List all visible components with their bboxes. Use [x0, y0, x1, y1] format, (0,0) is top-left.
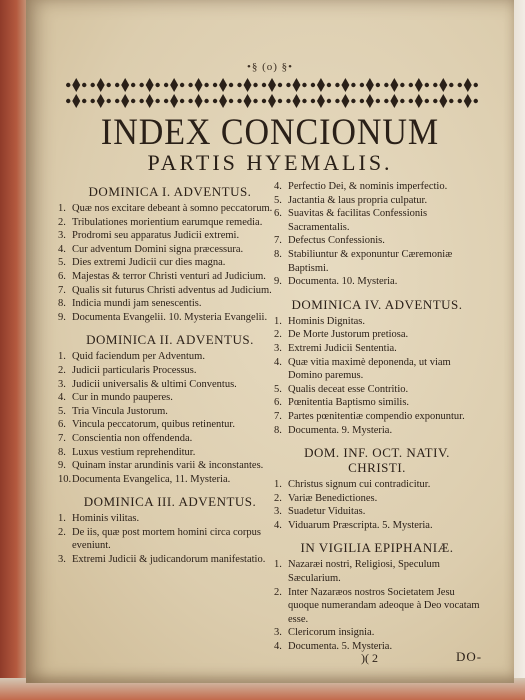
index-entry: [274, 194, 480, 208]
entry-number: 5.: [274, 194, 282, 206]
fleuron-icon: [91, 94, 111, 108]
fleuron-icon: [66, 78, 86, 92]
entry-number: 2.: [274, 329, 282, 341]
entry-number: 4.: [274, 356, 282, 368]
entry-text: Tribulationes morientium earumque remedia.: [72, 216, 263, 228]
entry-text: Partes pœnitentiæ compendio exponuntur.: [288, 410, 465, 422]
index-entry: [274, 383, 480, 397]
fleuron-icon: [262, 78, 282, 92]
entry-text: Indicia mundi jam senescentis.: [72, 298, 202, 310]
entry-number: 10.: [58, 473, 72, 485]
entry-number: 2.: [58, 216, 66, 228]
entry-text: Nazaræi nostri, Religiosi, Speculum Sæcularium.: [288, 559, 440, 585]
section-heading: IN VIGILIA EPIPHANIÆ.: [300, 540, 454, 556]
entry-number: 4.: [274, 519, 282, 531]
entry-text: Luxus vestium reprehenditur.: [72, 446, 196, 458]
index-entry: [274, 328, 480, 342]
index-entry: [274, 356, 480, 383]
entry-text: Documenta. 9. Mysteria.: [288, 424, 393, 436]
index-entry: [58, 229, 282, 243]
fleuron-icon: [237, 94, 257, 108]
entry-number: 3.: [274, 506, 282, 518]
book-page: [26, 0, 514, 683]
fleuron-icon: [286, 78, 306, 92]
fleuron-icon: [458, 78, 478, 92]
entry-text: Vincula peccatorum, quibus retinentur.: [72, 419, 235, 431]
fleuron-icon: [433, 78, 453, 92]
entry-number: 6.: [58, 270, 66, 282]
section-heading: DOMINICA III. ADVENTUS.: [83, 494, 257, 510]
entry-text: Prodromi seu apparatus Judicii extremi.: [72, 230, 240, 242]
fleuron-icon: [384, 78, 404, 92]
entry-text: Hominis vilitas.: [72, 513, 140, 525]
fleuron-icon: [139, 94, 159, 108]
index-entry: [274, 626, 480, 640]
entry-number: 9.: [58, 460, 66, 472]
entry-text: Suavitas & facilitas Confessionis Sacramentalis.: [288, 208, 428, 233]
fleuron-icon: [213, 94, 233, 108]
index-entry: [274, 396, 480, 410]
index-entry: [274, 207, 480, 234]
index-entry: [58, 553, 282, 567]
entry-number: 1.: [274, 559, 282, 571]
entry-text: Jactantia & laus propria culpatur.: [288, 194, 428, 206]
entry-text: Quæ vitia maximè deponenda, ut viam Domino paremus.: [288, 356, 451, 382]
index-entry: [274, 234, 480, 248]
section-spacer: [58, 324, 282, 330]
entry-text: Dies extremi Judicii cur dies magna.: [72, 257, 226, 269]
entry-text: Hominis Dignitas.: [288, 315, 366, 327]
entry-number: 8.: [58, 298, 66, 310]
index-entry: [274, 424, 480, 438]
page-subtitle: PARTIS HYEMALIS.: [147, 150, 393, 175]
entry-number: 1.: [58, 351, 66, 363]
entry-number: 2.: [58, 364, 66, 376]
entry-text: Documenta Evangelii. 10. Mysteria Evangelii.: [72, 311, 268, 323]
fleuron-icon: [286, 94, 306, 108]
entry-number: 7.: [58, 432, 66, 444]
entry-text: Qualis deceat esse Contritio.: [288, 383, 409, 395]
index-entry: [58, 216, 282, 230]
index-entry: [58, 311, 282, 325]
fleuron-icon: [360, 78, 380, 92]
index-entry: [58, 446, 282, 460]
entry-text: Conscientia non offendenda.: [72, 432, 193, 444]
entry-number: 3.: [58, 378, 66, 390]
entry-number: 3.: [58, 230, 66, 242]
entry-text: Quæ nos excitare debeant à somno peccatorum.: [72, 203, 273, 214]
fleuron-icon: [115, 78, 135, 92]
page-title: INDEX CONCIONUM: [100, 112, 440, 153]
entry-text: Judicii universalis & ultimi Conventus.: [72, 378, 237, 390]
entry-number: 1.: [58, 203, 66, 214]
fleuron-icon: [433, 94, 453, 108]
entry-text: Inter Nazaræos nostros Societatem Jesu quoque numerandam adeoque à Deo vocatam esse.: [288, 586, 480, 625]
entry-number: 2.: [58, 526, 66, 538]
index-entry: [58, 432, 282, 446]
entry-text: Documenta Evangelica, 11. Mysteria.: [72, 473, 231, 485]
entry-text: Pœnitentia Baptismo similis.: [288, 397, 410, 409]
catchword: DO-: [456, 649, 483, 664]
entry-number: 4.: [58, 243, 66, 255]
index-entry: [58, 418, 282, 432]
entry-text: Qualis sit futurus Christi adventus ad Judicium.: [72, 284, 272, 296]
index-entry: [274, 478, 480, 492]
entry-number: 5.: [58, 405, 66, 417]
index-entry: [58, 284, 282, 298]
entry-number: 1.: [274, 479, 282, 491]
fleuron-icon: [409, 78, 429, 92]
entry-number: 6.: [274, 208, 282, 220]
entry-text: Extremi Judicii Sententia.: [288, 342, 397, 354]
entry-number: 3.: [274, 342, 282, 354]
page-signature-top: •§ (o) §•: [246, 61, 294, 73]
entry-text: Majestas & terror Christi venturi ad Judicium.: [72, 270, 266, 282]
index-entry: [58, 297, 282, 311]
left-column: [58, 182, 282, 567]
index-entry: [274, 519, 480, 533]
entry-text: Documenta. 5. Mysteria.: [288, 641, 393, 653]
fleuron-icon: [188, 78, 208, 92]
entry-text: Cur in mundo pauperes.: [72, 392, 173, 404]
fleuron-icon: [164, 78, 184, 92]
index-entry: [274, 180, 480, 194]
index-entry: [58, 391, 282, 405]
entry-text: Clericorum insignia.: [288, 627, 375, 639]
entry-text: Documenta. 10. Mysteria.: [288, 276, 398, 288]
entry-number: 2.: [274, 492, 282, 504]
fleuron-icon: [91, 78, 111, 92]
index-entry: [58, 243, 282, 257]
fleuron-icon: [139, 78, 159, 92]
entry-text: De Morte Justorum pretiosa.: [288, 329, 409, 341]
entry-number: 8.: [274, 424, 282, 436]
entry-number: 1.: [58, 513, 66, 525]
index-entry: [58, 378, 282, 392]
entry-number: 8.: [58, 446, 66, 458]
index-entry: [58, 526, 282, 553]
entry-number: 3.: [274, 627, 282, 639]
index-entry: [58, 202, 282, 216]
index-entry: [274, 342, 480, 356]
entry-number: 6.: [58, 419, 66, 431]
fleuron-icon: [311, 94, 331, 108]
signature-mark: )( 2: [361, 651, 378, 665]
section-spacer: [274, 532, 480, 538]
entry-number: 4.: [274, 641, 282, 653]
entry-number: 2.: [274, 586, 282, 598]
entry-text: Quinam instar arundinis varii & inconstantes.: [72, 460, 264, 472]
index-entry: [58, 473, 282, 487]
index-entry: [274, 275, 480, 289]
index-entry: [274, 492, 480, 506]
fleuron-icon: [115, 94, 135, 108]
section-spacer: [274, 289, 480, 295]
printers-ornament-band: [64, 76, 480, 110]
index-entry: [58, 350, 282, 364]
right-column: [274, 180, 480, 654]
fleuron-icon: [360, 94, 380, 108]
entry-text: Perfectio Dei, & nominis imperfectio.: [288, 181, 448, 192]
index-entry: [58, 405, 282, 419]
fleuron-icon: [335, 94, 355, 108]
entry-number: 6.: [274, 397, 282, 409]
section-spacer: [58, 486, 282, 492]
fleuron-icon: [458, 94, 478, 108]
entry-number: 7.: [58, 284, 66, 296]
entry-text: De iis, quæ post mortem homini circa corpus eveniunt.: [72, 526, 261, 552]
entry-number: 9.: [58, 311, 66, 323]
entry-number: 1.: [274, 315, 282, 327]
index-entry: [274, 505, 480, 519]
index-entry: [58, 512, 282, 526]
entry-number: 9.: [274, 276, 282, 288]
section-heading: DOMINICA I. ADVENTUS.: [88, 184, 252, 199]
fleuron-icon: [237, 78, 257, 92]
entry-text: Viduarum Præscripta. 5. Mysteria.: [288, 519, 433, 531]
fleuron-icon: [164, 94, 184, 108]
fleuron-icon: [66, 94, 86, 108]
entry-number: 4.: [58, 392, 66, 404]
index-entry: [58, 270, 282, 284]
index-entry: [58, 459, 282, 473]
entry-text: Extremi Judicii & judicandorum manifestatio.: [72, 554, 266, 566]
index-entry: [274, 586, 480, 627]
entry-text: Suadetur Viduitas.: [288, 506, 366, 518]
index-entry: [274, 248, 480, 275]
entry-number: 5.: [274, 383, 282, 395]
fleuron-icon: [188, 94, 208, 108]
fleuron-icon: [335, 78, 355, 92]
index-entry: [58, 364, 282, 378]
index-entry: [274, 410, 480, 424]
entry-text: Defectus Confessionis.: [288, 235, 385, 247]
index-entry: [58, 256, 282, 270]
entry-text: Christus signum cui contradicitur.: [288, 479, 431, 491]
index-entry: [274, 558, 480, 585]
entry-number: 8.: [274, 248, 282, 260]
entry-text: Tria Vincula Justorum.: [72, 405, 168, 417]
entry-number: 7.: [274, 235, 282, 247]
fleuron-icon: [311, 78, 331, 92]
entry-number: 7.: [274, 410, 282, 422]
entry-number: 4.: [274, 181, 282, 192]
fleuron-icon: [384, 94, 404, 108]
entry-text: Stabiliuntur & exponuntur Cæremoniæ Baptismi.: [288, 248, 453, 274]
entry-text: Cur adventum Domini signa præcessura.: [72, 243, 244, 255]
index-entry: [274, 315, 480, 329]
entry-text: Judicii particularis Processus.: [72, 364, 197, 376]
section-spacer: [274, 437, 480, 443]
fleuron-icon: [213, 78, 233, 92]
entry-number: 5.: [58, 257, 66, 269]
section-heading: DOMINICA II. ADVENTUS.: [86, 332, 254, 348]
fleuron-icon: [262, 94, 282, 108]
section-heading: DOMINICA IV. ADVENTUS.: [291, 296, 463, 312]
entry-number: 3.: [58, 554, 66, 566]
section-heading: DOM. INF. OCT. NATIV. CHRISTI.: [304, 445, 450, 476]
fleuron-icon: [409, 94, 429, 108]
entry-text: Quid faciendum per Adventum.: [72, 351, 205, 363]
entry-text: Variæ Benedictiones.: [288, 492, 378, 504]
